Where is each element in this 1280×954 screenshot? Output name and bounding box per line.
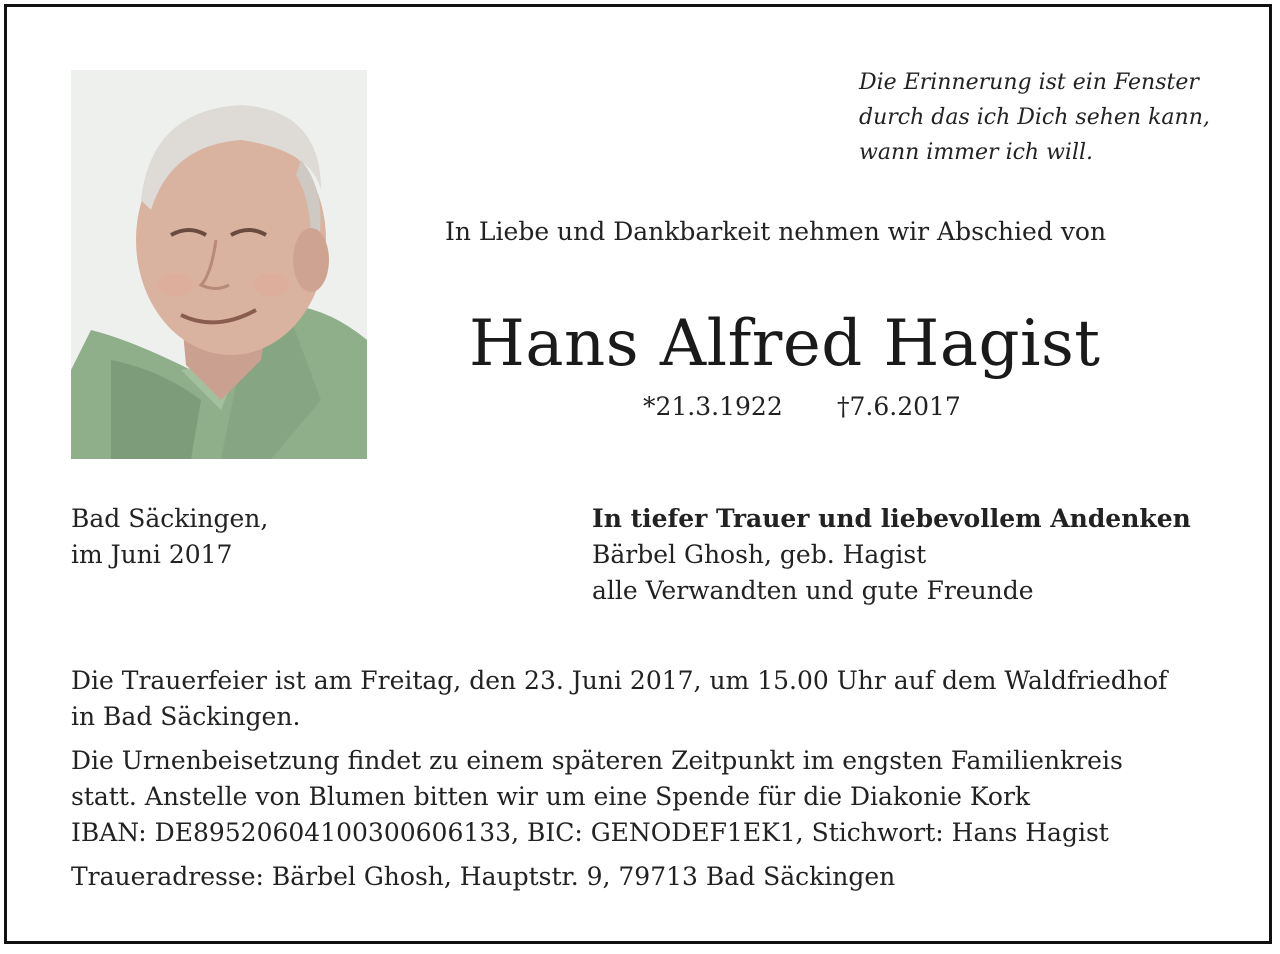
place-and-date — [71, 501, 268, 573]
obituary-frame — [4, 4, 1272, 944]
funeral-details — [71, 663, 1251, 903]
death-date: †7.6.2017 — [837, 392, 961, 421]
bank-details-line: IBAN: DE89520604100300606133, BIC: GENODEF1EK1, Stichwort: Hans Hagist — [71, 818, 1109, 847]
birth-date: *21.3.1922 — [643, 392, 783, 421]
deceased-name: Hans Alfred Hagist — [469, 307, 1101, 381]
portrait-photo — [71, 70, 367, 459]
burial-line: statt. Anstelle von Blumen bitten wir um eine Spende für die Diakonie Kork — [71, 782, 1031, 811]
service-paragraph — [71, 663, 1251, 735]
place-line: Bad Säckingen, — [71, 504, 269, 533]
intro-text: In Liebe und Dankbarkeit nehmen wir Abschied von — [445, 217, 1107, 246]
burial-line: Die Urnenbeisetzung findet zu einem späteren Zeitpunkt im engsten Familienkreis — [71, 746, 1123, 775]
mourner-line: alle Verwandten und gute Freunde — [592, 576, 1034, 605]
burial-paragraph — [71, 743, 1251, 851]
mourners-heading: In tiefer Trauer und liebevollem Andenken — [592, 504, 1191, 533]
portrait-icon — [71, 70, 367, 459]
quote-line: durch das ich Dich sehen kann, — [859, 105, 1210, 130]
address-line: Traueradresse: Bärbel Ghosh, Hauptstr. 9, 79713 Bad Säckingen — [71, 862, 896, 891]
service-line: Die Trauerfeier ist am Freitag, den 23. Juni 2017, um 15.00 Uhr auf dem Waldfriedhof — [71, 666, 1168, 695]
quote-line: wann immer ich will. — [859, 140, 1094, 165]
quote-line: Die Erinnerung ist ein Fenster — [859, 70, 1199, 95]
mourners-block — [592, 501, 1191, 609]
address-paragraph — [71, 859, 1251, 895]
service-line: in Bad Säckingen. — [71, 702, 301, 731]
mourner-line: Bärbel Ghosh, geb. Hagist — [592, 540, 927, 569]
date-line: im Juni 2017 — [71, 540, 233, 569]
memorial-quote — [859, 65, 1259, 170]
